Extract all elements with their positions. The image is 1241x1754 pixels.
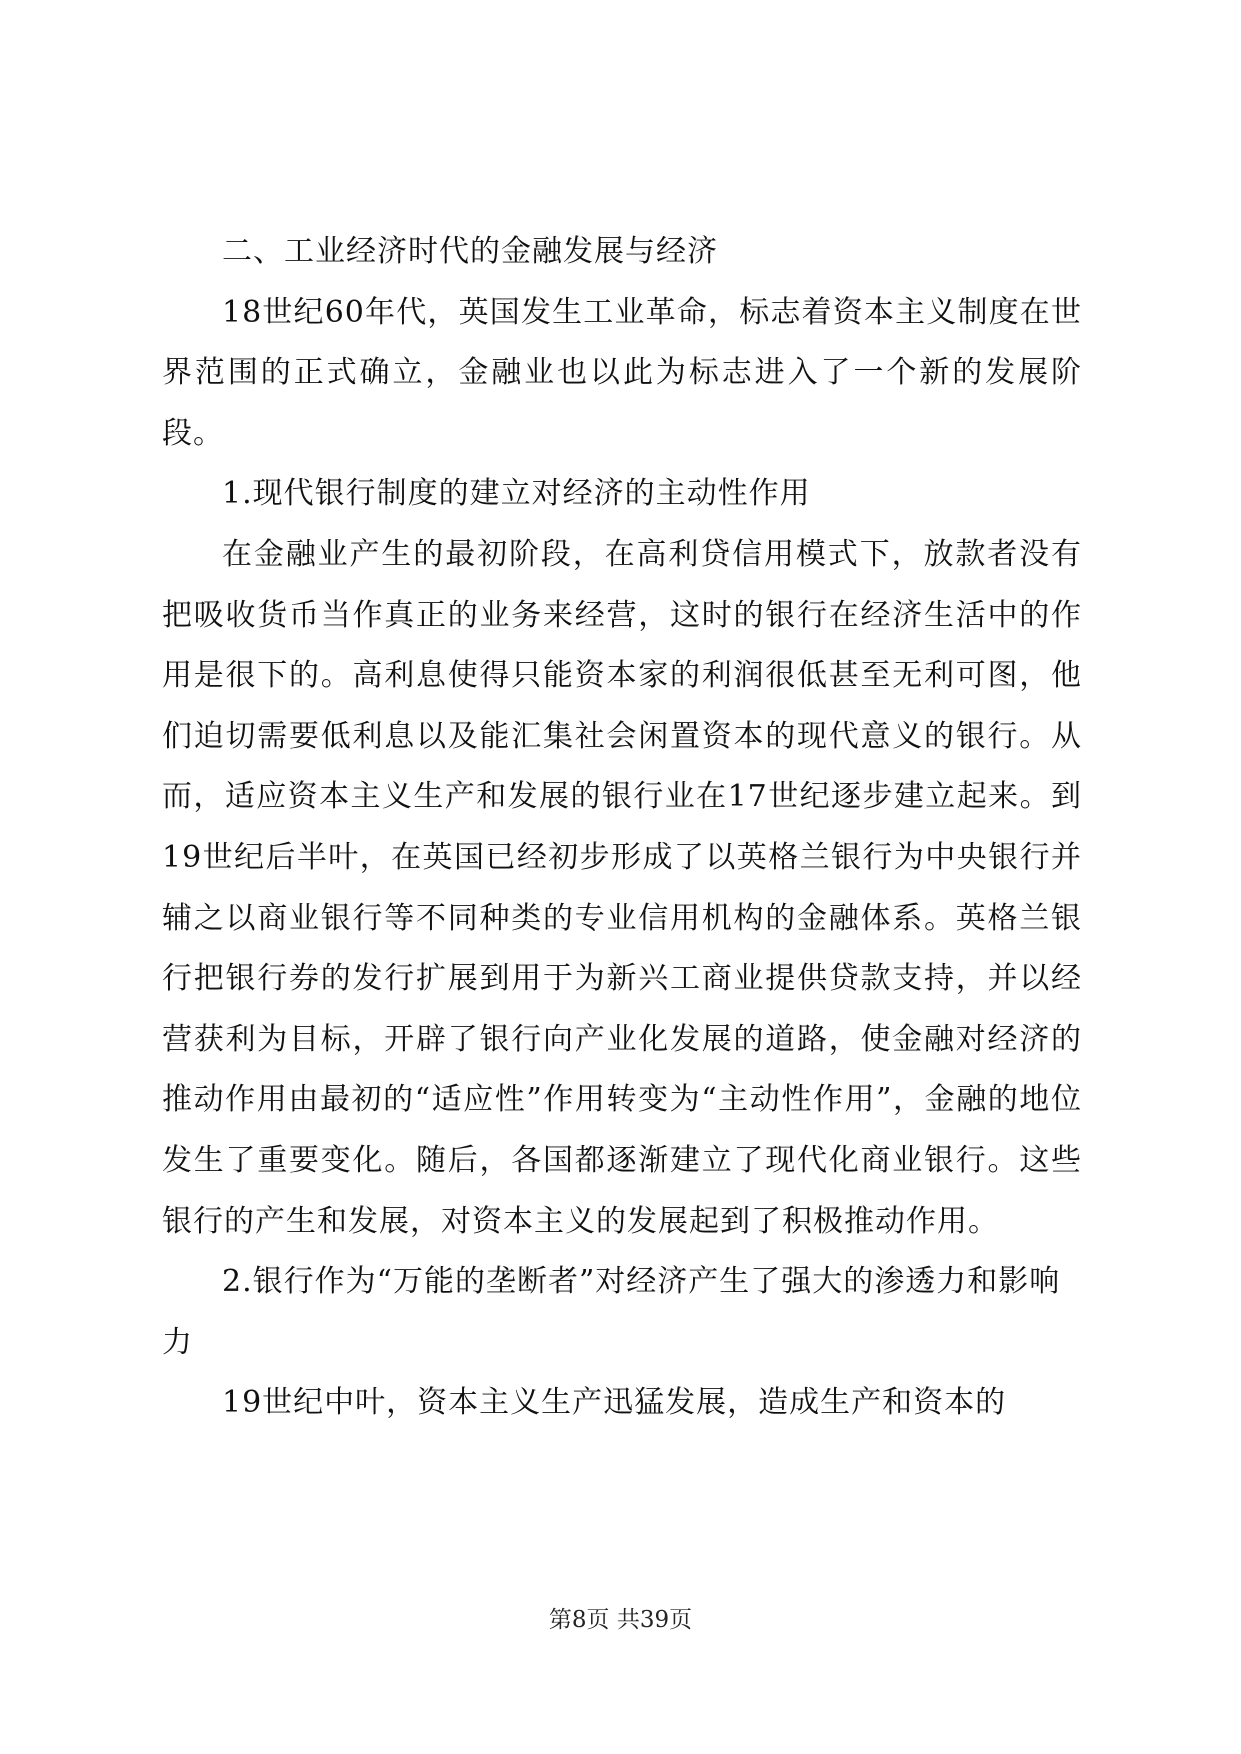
- paragraph: 在金融业产生的最初阶段，在高利贷信用模式下，放款者没有把吸收货币当作真正的业务来经营，这时的银行在经济生活中的作用是很下的。高利息使得只能资本家的利润很低甚至无利可图，他们迫切需要低利息以及能汇集社会闲置资本的现代意义的银行。从而，适应资本主义生产和发展的银行业在17世纪逐步建立起来。到19世纪后半叶，在英国已经初步形成了以英格兰银行为中央银行并辅之以商业银行等不同种类的专业信用机构的金融体系。英格兰银行把银行券的发行扩展到用于为新兴工商业提供贷款支持，并以经营获利为目标，开辟了银行向产业化发展的道路，使金融对经济的推动作用由最初的“适应性”作用转变为“主动性作用”，金融的地位发生了重要变化。随后，各国都逐渐建立了现代化商业银行。这些银行的产生和发展，对资本主义的发展起到了积极推动作用。: [162, 536, 1082, 1239]
- paragraph: 19世纪中叶，资本主义生产迅猛发展，造成生产和资本的: [222, 1385, 1007, 1421]
- document-body: [162, 222, 1082, 1434]
- subsection-heading-1: 1.现代银行制度的建立对经济的主动性作用: [222, 476, 811, 512]
- page-number-footer: 第8页 共39页: [548, 1607, 693, 1633]
- paragraph: 18世纪60年代，英国发生工业革命，标志着资本主义制度在世界范围的正式确立，金融业也以此为标志进入了一个新的发展阶段。: [162, 294, 1082, 451]
- subsection-heading-2: 2.银行作为“万能的垄断者”对经济产生了强大的渗透力和影响力: [162, 1264, 1061, 1360]
- section-heading: 二、工业经济时代的金融发展与经济: [222, 234, 718, 269]
